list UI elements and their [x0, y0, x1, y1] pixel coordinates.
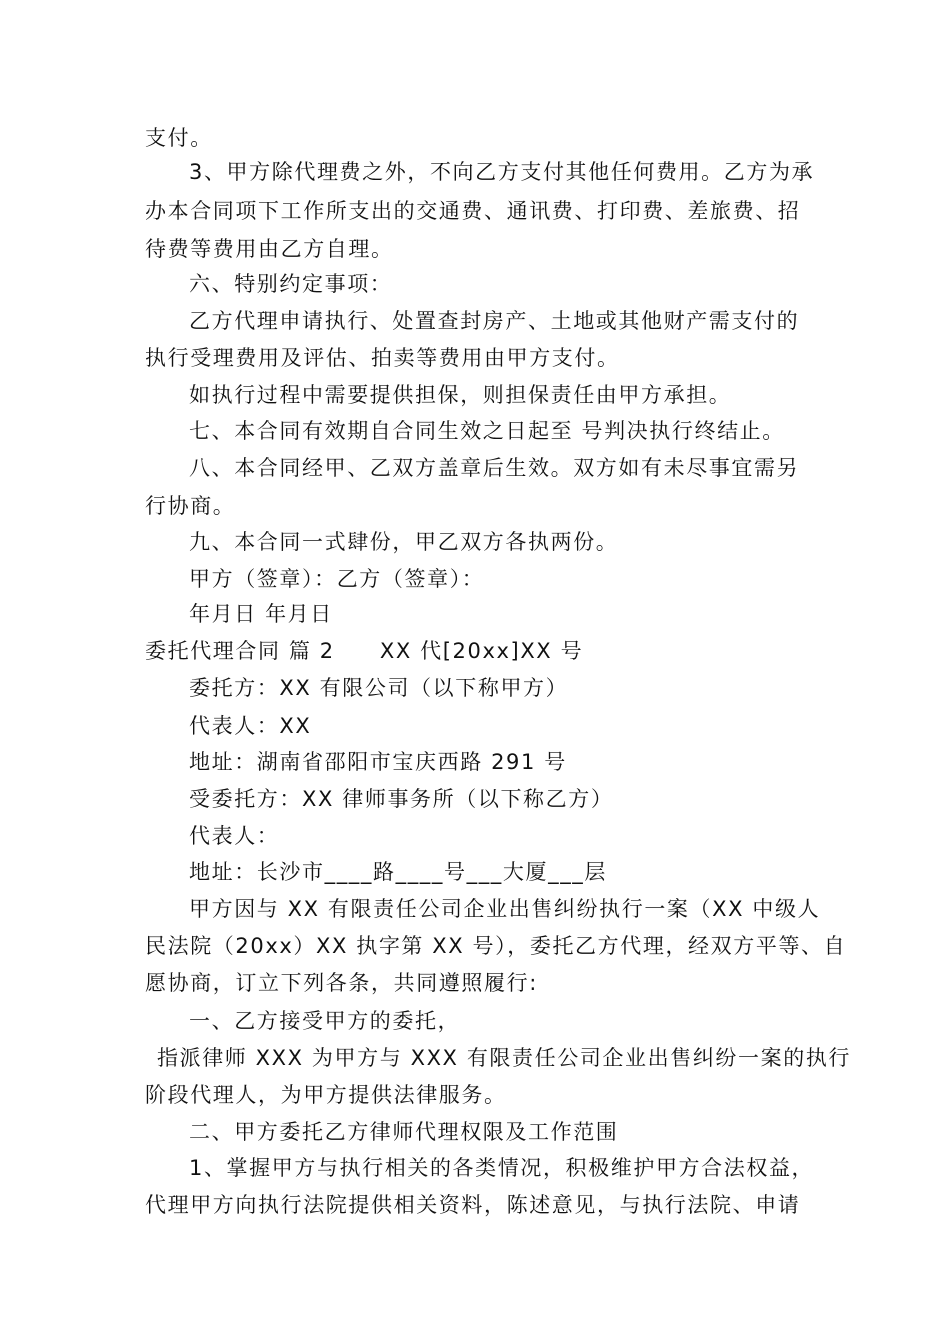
signature-line: 甲方（签章）：乙方（签章）：: [189, 567, 485, 591]
text-line: 受委托方：XX 律师事务所（以下称乙方）: [189, 787, 614, 811]
text-line: 七、本合同有效期自合同生效之日起至 号判决执行终结止。: [189, 419, 785, 443]
text-line: 民法院（20xx）XX 执字第 XX 号），委托乙方代理，经双方平等、自: [145, 934, 847, 958]
text-line: 如执行过程中需要提供担保，则担保责任由甲方承担。: [189, 383, 732, 407]
text-line: 指派律师 XXX 为甲方与 XXX 有限责任公司企业出售纠纷一案的执行: [157, 1046, 852, 1070]
contract-title: 委托代理合同 篇 2 XX 代[20xx]XX 号: [145, 639, 584, 663]
text-line: 行协商。: [145, 494, 236, 518]
date-line: 年月日 年月日: [189, 602, 333, 626]
text-line: 代表人：: [189, 824, 280, 848]
text-line: 支付。: [145, 126, 213, 150]
text-line: 委托方：XX 有限公司（以下称甲方）: [189, 676, 569, 700]
text-line: 代理甲方向执行法院提供相关资料，陈述意见，与执行法院、申请: [145, 1193, 801, 1217]
text-line: 办本合同项下工作所支出的交通费、通讯费、打印费、差旅费、招: [145, 199, 801, 223]
text-line: 执行受理费用及评估、拍卖等费用由甲方支付。: [145, 346, 620, 370]
section-heading: 六、特别约定事项：: [189, 272, 393, 296]
text-line: 甲方因与 XX 有限责任公司企业出售纠纷执行一案（XX 中级人: [189, 897, 821, 921]
section-heading: 一、乙方接受甲方的委托，: [189, 1009, 461, 1033]
text-line: 3、甲方除代理费之外，不向乙方支付其他任何费用。乙方为承: [189, 160, 815, 184]
text-line: 九、本合同一式肆份，甲乙双方各执两份。: [189, 530, 619, 554]
text-line: 八、本合同经甲、乙双方盖章后生效。双方如有未尽事宜需另: [189, 456, 800, 480]
text-line: 1、掌握甲方与执行相关的各类情况，积极维护甲方合法权益，: [189, 1156, 815, 1180]
text-line: 乙方代理申请执行、处置查封房产、土地或其他财产需支付的: [189, 309, 800, 333]
text-line: 地址：长沙市____路____号___大厦___层: [189, 860, 607, 884]
text-line: 愿协商，订立下列各条，共同遵照履行:: [145, 971, 538, 995]
section-heading: 二、甲方委托乙方律师代理权限及工作范围: [189, 1120, 619, 1144]
text-line: 阶段代理人，为甲方提供法律服务。: [145, 1083, 507, 1107]
text-line: 待费等费用由乙方自理。: [145, 237, 394, 261]
text-line: 代表人：XX: [189, 714, 312, 738]
text-line: 地址：湖南省邵阳市宝庆西路 291 号: [189, 750, 567, 774]
